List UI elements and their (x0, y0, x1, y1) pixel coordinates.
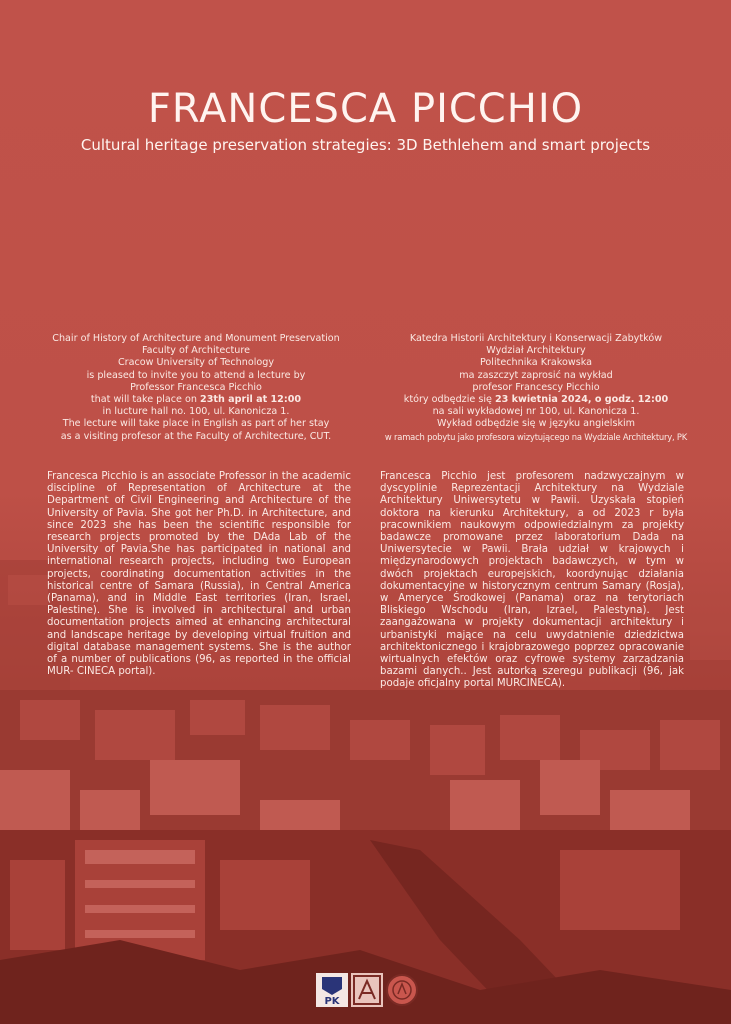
invite-date: 23th april at 12:00 (200, 394, 302, 406)
invite-line-date (376, 394, 696, 406)
invite-line: Katedra Historii Architektury i Konserwacji Zabytków (409, 333, 663, 344)
chair-seal-logo (386, 973, 418, 1007)
invitation-polish (376, 333, 696, 443)
invite-line: w ramach pobytu jako profesora wizytującego na Wydziale Architektury, PK (384, 431, 688, 442)
page-title: FRANCESCA PICCHIO (147, 86, 584, 132)
invite-line: Wydział Architektury (486, 345, 586, 357)
invite-line: as a visiting profesor at the Faculty of Architecture, CUT. (60, 430, 332, 442)
invite-line: Faculty of Architecture (141, 345, 251, 357)
invitation-english (36, 333, 356, 443)
invite-line: is pleased to invite you to attend a lecture by (86, 369, 306, 381)
invite-line: Wykład odbędzie się w języku angielskim (436, 418, 636, 430)
invite-line: The lecture will take place in English as part of her stay (62, 418, 330, 430)
logo-strip (316, 973, 418, 1009)
biography-polish: Francesca Picchio jest profesorem nadzwyczajnym w dyscyplinie Reprezentacji Architektury na Wydziale Architektury Uniwersytetu w Pawii. Uzyskała stopień doktora na kierunku Architektury, a od 2023 r była pracownikiem naukowym odpowiedzialnym za projekty badawcze promowane przez laboratorium Dada na Uniwersytecie w Pawii. Brała udział w krajowych i międzynarodowych projektach badawczych, w tym w dwóch projektach europejskich, koordynując działania dokumentacyjne w historycznym centrum Samary (Rosja), w Ameryce Środkowej (Panama) oraz na terytoriach Bliskiego Wschodu (Iran, Izrael, Palestyna). Jest zaangażowana w projekty dokumentacji architektury i urbanistyki mające na celu uwydatnienie dziedzictwa architektonicznego i krajobrazowego poprzez opracowanie wirtualnych efektów oraz cyfrowe systemy zarządzania bazami danych.. Jest autorką szeregu publikacji (96, jak podaje oficjalny portal MURCINECA). (380, 471, 684, 690)
invite-line: Chair of History of Architecture and Monument Preservation (52, 333, 340, 344)
faculty-architecture-logo (351, 973, 383, 1007)
invite-line: ma zaszczyt zaprosić na wykład (459, 369, 613, 381)
invite-date-prefix: który odbędzie się (403, 394, 495, 406)
pk-university-logo (316, 973, 348, 1007)
invite-line: Politechnika Krakowska (479, 357, 593, 369)
invite-line: na sali wykładowej nr 100, ul. Kanonicza 1. (432, 406, 640, 418)
invite-line: profesor Francescy Picchio (472, 381, 600, 393)
invite-line: in lucture hall no. 100, ul. Kanonicza 1. (102, 406, 290, 418)
invite-date: 23 kwietnia 2024, o godz. 12:00 (494, 394, 669, 406)
invite-date-prefix: that will take place on (90, 394, 201, 406)
invite-line: Cracow University of Technology (117, 357, 275, 369)
pk-logo-text: PK (324, 996, 340, 1007)
biography-english: Francesca Picchio is an associate Professor in the academic discipline of Representation of Architecture at the Department of Civil Engineering and Architecture of the University of Pavia. She got her Ph.D. in Architecture, and since 2023 she has been the scientific responsible for research projects promoted by the DAda Lab of the University of Pavia.She has participated in national and international research projects, including two European projects, coordinating documentation activities in the historical centre of Samara (Russia), in Central America (Panama), and in Middle East territories (Iran, Israel, Palestine). She is involved in architectural and urban documentation projects aimed at enhancing architectural and landscape heritage by developing virtual fruition and digital database management systems. She is the author of a number of publications (96, as reported in the official MUR- CINECA portal). (47, 471, 351, 678)
invite-line: Professor Francesca Picchio (130, 381, 262, 393)
invite-line-date (36, 394, 356, 406)
lecture-subtitle: Cultural heritage preservation strategies: 3D Bethlehem and smart projects (80, 136, 651, 154)
